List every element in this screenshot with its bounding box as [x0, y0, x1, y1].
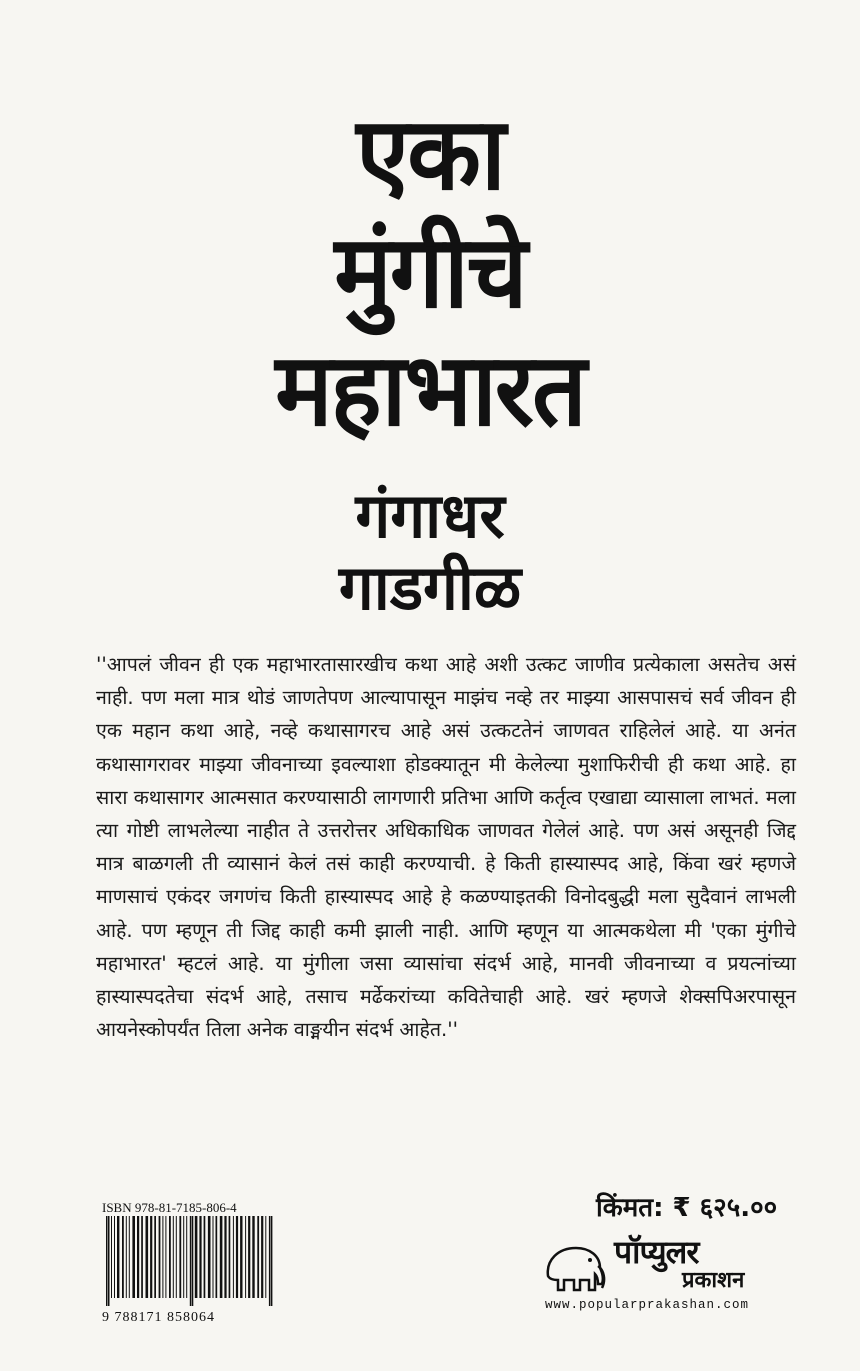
barcode-bar [179, 1216, 181, 1298]
publisher-website: www.popularprakashan.com [545, 1298, 750, 1312]
book-title [0, 95, 860, 449]
barcode-bar [224, 1216, 226, 1298]
barcode-bar [114, 1216, 115, 1298]
barcode-bar [150, 1216, 152, 1298]
barcode-bar [117, 1216, 119, 1298]
barcode-bar [204, 1216, 206, 1298]
barcode-bar [195, 1216, 198, 1298]
barcode-digits: 9 788171 858064 [102, 1310, 215, 1325]
title-line-1: एका [356, 95, 504, 213]
barcode-bar [173, 1216, 174, 1298]
author-first-name: गंगाधर [355, 479, 505, 552]
barcode-bar [159, 1216, 161, 1298]
price-label: किंमत: ₹ ६२५.०० [596, 1193, 778, 1223]
barcode-bar [220, 1216, 223, 1298]
barcode-bar [213, 1216, 214, 1298]
barcode-bar [132, 1216, 135, 1298]
back-cover-blurb: ''आपलं जीवन ही एक महाभारतासारखीच कथा आहे अशी उत्कट जाणीव प्रत्येकाला असतेच असं नाही. पण मला मात्र थोडं जाणतेपण आल्यापासून माझंच नव्हे तर माझ्या आसपासचं सर्व जीवन ही एक महान कथा आहे, नव्हे कथासागरच आहे असं उत्कटतेनं जाणवत राहिलेलं आहे. या अनंत कथासागरावर माझ्या जीवनाच्या इवल्याशा होडक्यातून मी केलेल्या मुशाफिरीची ही कथा आहे. हा सारा कथासागर आत्मसात करण्यासाठी लागणारी प्रतिभा आणि कर्तृत्व एखाद्या व्यासाला लाभतं. मला त्या गोष्टी लाभलेल्या नाहीत ते उत्तरोत्तर अधिकाधिक जाणवत गेलेलं आहे. पण असं असूनही जिद्द मात्र बाळगली ती व्यासानं केलं तसं काही करण्याची. हे किती हास्यास्पद आहे, किंवा खरं म्हणजे माणसाचं एकंदर जगणंच किती हास्यास्पद आहे हे कळण्याइतकी विनोदबुद्धी मला सुदैवानं लाभली आहे. पण म्हणून ती जिद्द काही कमी झाली नाही. आणि म्हणून या आत्मकथेला मी 'एका मुंगीचे महाभारत' म्हटलं आहे. या मुंगीला जसा व्यासांचा संदर्भ आहे, मानवी जीवनाच्या व प्रयत्नांच्या हास्यास्पदतेचा संदर्भ आहे, तसाच मर्ढेकरांच्या कवितेचाही आहे. खरं म्हणजे शेक्सपिअरपासून आयनेस्कोपर्यंत तिला अनेक वाङ्मयीन संदर्भ आहेत.'' [96, 653, 797, 1042]
barcode-bar [245, 1216, 246, 1298]
barcode-bars [104, 1216, 366, 1306]
title-line-2: मुंगीचे [334, 213, 526, 331]
barcode-bar [176, 1216, 177, 1298]
barcode-guard-bar [190, 1216, 192, 1306]
barcode-bar [236, 1216, 238, 1298]
barcode-guard-bar [192, 1216, 194, 1306]
publisher-logo [540, 1233, 792, 1296]
barcode-bar [126, 1216, 127, 1298]
barcode-bar [265, 1216, 266, 1298]
barcode-bar [186, 1216, 187, 1298]
author-last-name: गाडगीळ [338, 551, 522, 624]
barcode-bar [233, 1216, 234, 1298]
barcode-guard-bar [271, 1216, 273, 1306]
barcode-bar [183, 1216, 184, 1298]
barcode-bar [146, 1216, 149, 1298]
barcode-bar [261, 1216, 263, 1298]
barcode-bar [199, 1216, 201, 1298]
barcode-guard-bar [269, 1216, 271, 1306]
barcode-guard-bar [108, 1216, 110, 1306]
publisher-subtitle: प्रकाशन [682, 1268, 745, 1293]
barcode-bar [122, 1216, 124, 1298]
barcode-bar [165, 1216, 166, 1298]
barcode-bar [252, 1216, 254, 1298]
barcode-bar [248, 1216, 250, 1298]
barcode-bar [240, 1216, 242, 1298]
barcode-bar [216, 1216, 218, 1298]
isbn-label: ISBN 978-81-7185-806-4 [102, 1200, 237, 1215]
elephant-icon [540, 1236, 610, 1296]
author-name [0, 480, 860, 624]
title-line-3: महाभारत [275, 331, 585, 449]
publisher-name: पॉप्युलर [614, 1233, 699, 1271]
barcode-bar [257, 1216, 259, 1298]
barcode-bar [229, 1216, 231, 1298]
barcode-bar [141, 1216, 143, 1298]
barcode-bar [162, 1216, 163, 1298]
barcode-bar [169, 1216, 171, 1298]
barcode-bar [137, 1216, 139, 1298]
barcode-bar [129, 1216, 130, 1298]
barcode-bar [208, 1216, 211, 1298]
barcode-guard-bar [106, 1216, 108, 1306]
barcode-bar [154, 1216, 156, 1298]
barcode-bar [111, 1216, 112, 1298]
